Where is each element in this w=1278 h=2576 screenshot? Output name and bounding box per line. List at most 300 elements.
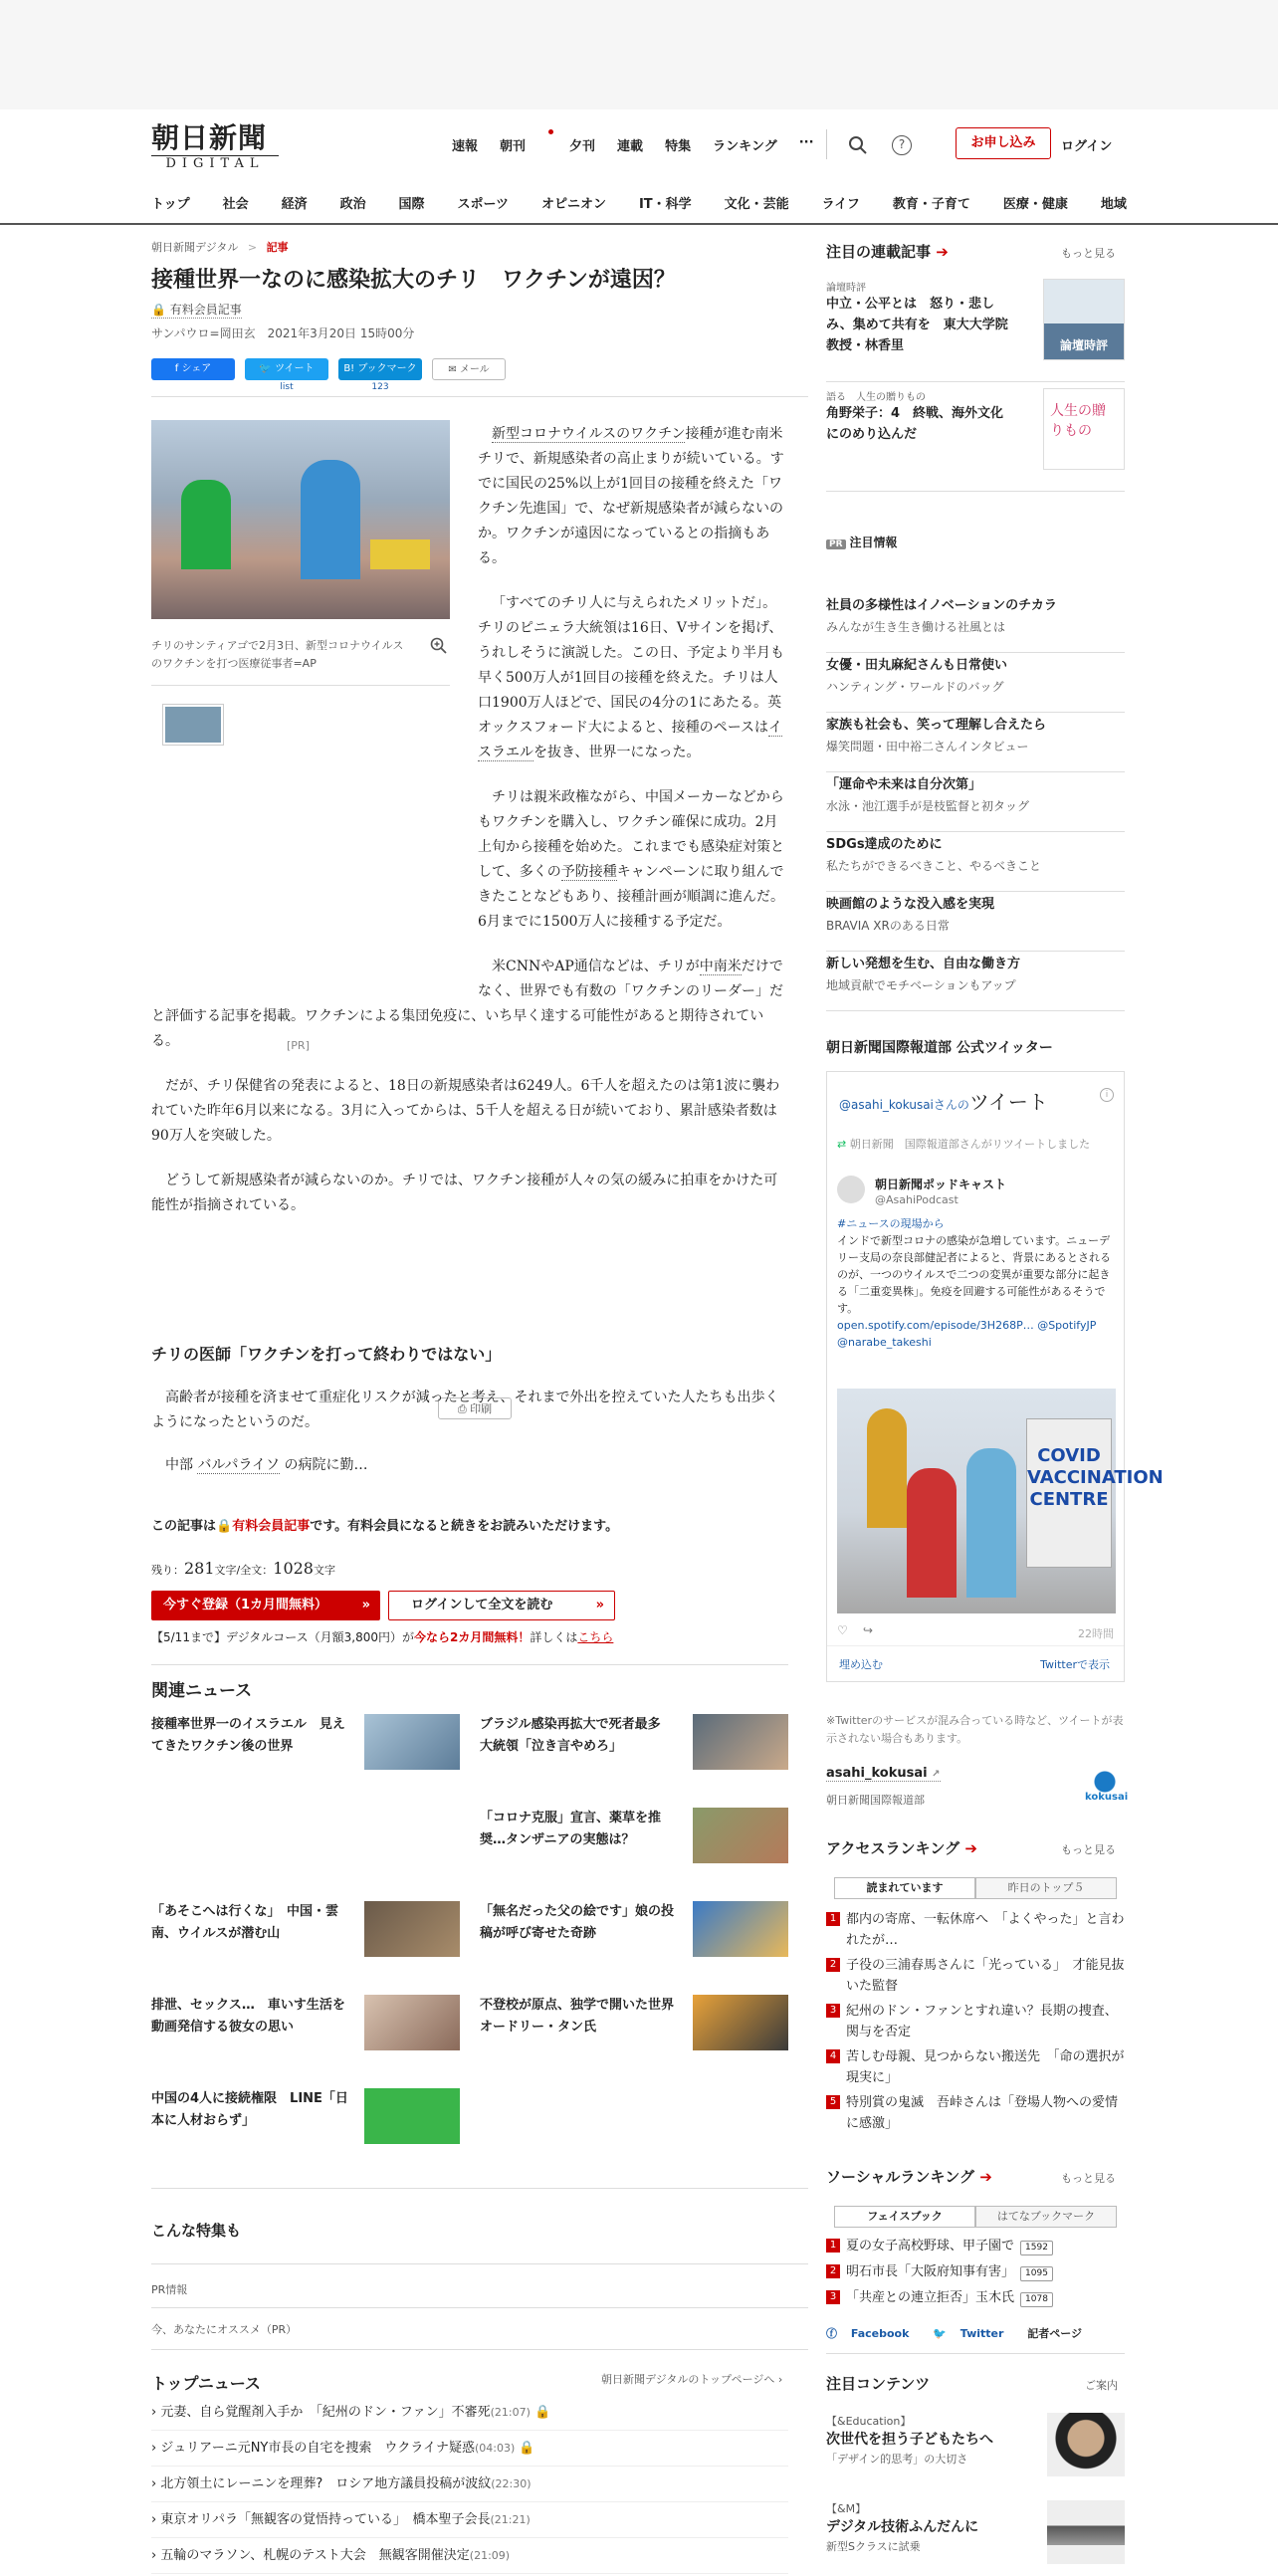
- breadcrumb: [151, 239, 289, 255]
- notice-item[interactable]: [826, 954, 1125, 1011]
- rank-title: 苦しむ母親、見つからない搬送先 「命の選択が現実に」: [846, 2049, 1125, 2085]
- tweet-label: ツイート: [275, 363, 315, 374]
- facebook-icon: f: [174, 363, 182, 374]
- access-heading-label: アクセスランキング: [826, 1839, 960, 1857]
- serial-heading[interactable]: [826, 241, 949, 262]
- top-news-title: 北方領土にレーニンを理葬? ロシア地方議員投稿が波紋: [160, 2476, 492, 2491]
- recommend-label: 今、あなたにオススメ（PR）: [151, 2323, 298, 2336]
- access-more-link[interactable]: もっと見る: [1061, 1843, 1116, 1856]
- breadcrumb-home[interactable]: 朝日新聞デジタル: [151, 241, 239, 254]
- hatena-icon: B!: [343, 363, 358, 374]
- contents-guide-link[interactable]: ご案内: [1085, 2379, 1118, 2392]
- account-name: asahi_kokusai: [826, 1766, 928, 1781]
- notice-item[interactable]: [826, 655, 1125, 713]
- tweet-body: インドで新型コロナの感染が急増しています。ニューデリー支局の奈良部健記者によると、背景にあるとされるのが、一つのウイルスで二つの変異が重要な部分に起きる「二重変異株」。免疫を回避する可能性があるそうです。: [837, 1234, 1111, 1315]
- top-news-item[interactable]: [151, 2538, 788, 2574]
- float-spacer: [151, 422, 478, 993]
- top-nav: [452, 135, 836, 154]
- access-ranking-item[interactable]: [826, 2001, 1125, 2042]
- divider: [151, 1664, 788, 1665]
- top-news-heading: トップニュース: [151, 2374, 261, 2393]
- mail-label: メール: [459, 364, 490, 375]
- share-hatena[interactable]: [338, 358, 422, 392]
- cat-culture[interactable]: 文化・芸能: [724, 197, 789, 212]
- social-ranking-item[interactable]: [826, 2236, 1125, 2256]
- rank-title: 明石市長「大阪府知事有害」: [846, 2264, 1015, 2279]
- print-label: 印刷: [470, 1402, 493, 1415]
- rank-number: 2: [826, 2264, 840, 2278]
- chevron-right-icon: ›: [151, 2512, 161, 2527]
- nav-ranking[interactable]: ランキング: [713, 139, 777, 154]
- line-logo-image: [364, 2088, 460, 2144]
- rank-title: 子役の三浦春馬さんに「光っている」 才能見抜いた監督: [846, 1958, 1125, 1994]
- top-news-item[interactable]: [151, 2502, 788, 2538]
- rank-title: 都内の寄席、一転休席へ 「よくやった」と言われたが…: [846, 1912, 1125, 1948]
- related-item[interactable]: [151, 2088, 460, 2158]
- rank-number: 3: [826, 2290, 840, 2304]
- notice-sub: 爆笑問題・田中裕二さんインタビュー: [826, 740, 1029, 753]
- content-item[interactable]: [826, 2500, 1125, 2576]
- cat-international[interactable]: 国際: [398, 197, 425, 212]
- promo-highlight: 今なら2カ月間無料！: [413, 1630, 531, 1644]
- notice-sub: 私たちができるべきこと、やるべきこと: [826, 859, 1042, 873]
- char-count: [151, 1559, 335, 1578]
- tweet-image[interactable]: [837, 1389, 1164, 1613]
- content-tag: 【&M】: [826, 2502, 867, 2515]
- new-dot: [548, 129, 553, 134]
- content-title: デジタル技術ふんだんに: [826, 2519, 979, 2535]
- serial-image-text: 論壇時評: [1059, 338, 1108, 352]
- pr-badge: PR: [826, 539, 846, 549]
- rank-number: 4: [826, 2049, 840, 2063]
- term-link[interactable]: 新型コロナウイルスのワクチン: [492, 426, 686, 442]
- pr-info: PR情報: [151, 2283, 188, 2296]
- divider: [151, 2349, 808, 2350]
- top-news-time: (21:09): [469, 2549, 511, 2562]
- retweet-line: [837, 1136, 1106, 1154]
- facebook-share-button[interactable]: [151, 358, 235, 380]
- nav-tokushu[interactable]: 特集: [665, 139, 692, 154]
- top-news-item[interactable]: [151, 2431, 788, 2467]
- lock-icon: 🔒: [534, 2405, 551, 2420]
- access-ranking-item[interactable]: [826, 2046, 1125, 2088]
- social-more-link[interactable]: もっと見る: [1061, 2172, 1116, 2185]
- related-title: 接種率世界一のイスラエル 見えてきたワクチン後の世界: [151, 1717, 345, 1754]
- cat-education[interactable]: 教育・子育て: [892, 197, 970, 212]
- cat-opinion[interactable]: オピニオン: [540, 197, 606, 212]
- cat-it-science[interactable]: IT・科学: [638, 197, 692, 212]
- related-image: [364, 1901, 460, 1957]
- lock-icon: 🔒: [216, 1519, 233, 1534]
- breadcrumb-current[interactable]: 記事: [266, 241, 289, 254]
- promo-link[interactable]: こちら: [577, 1630, 614, 1644]
- top-news-time: (22:30): [491, 2477, 532, 2490]
- notice-title: 女優・田丸麻紀さんも日常使い: [826, 658, 1008, 673]
- access-ranking-item[interactable]: [826, 1909, 1125, 1951]
- divider: [151, 2307, 808, 2308]
- tab-hatena[interactable]: はてなブックマーク: [975, 2206, 1117, 2227]
- register-label: 今すぐ登録（1カ月間無料）: [163, 1598, 328, 1612]
- content-image: [1047, 2413, 1125, 2476]
- top-news-item[interactable]: [151, 2395, 788, 2431]
- top-news-item[interactable]: [151, 2467, 788, 2502]
- count-total: 1028: [273, 1559, 314, 1578]
- image-figure: [867, 1408, 907, 1528]
- related-title: 排泄、セックス… 車いす生活を動画発信する彼女の思い: [151, 1998, 345, 2035]
- rank-number: 3: [826, 2004, 840, 2018]
- top-news-time: (21:07): [490, 2406, 531, 2419]
- related-title: ブラジル感染再拡大で死者最多 大統領「泣き言やめろ」: [480, 1717, 674, 1754]
- promo-text: 詳しくは: [530, 1630, 578, 1644]
- related-news-heading: 関連ニュース: [151, 1681, 253, 1701]
- access-tabs: [834, 1877, 1117, 1899]
- term-link[interactable]: 予防接種: [560, 864, 617, 880]
- count-remaining: 281: [184, 1559, 215, 1578]
- logo-subtext: DIGITAL: [151, 155, 279, 172]
- notice-title: 社員の多様性はイノベーションのチカラ: [826, 598, 1057, 613]
- notice-sub: みんなが生き生き働ける社風とは: [826, 620, 1006, 634]
- bookmark-count[interactable]: 123: [371, 382, 389, 392]
- view-on-twitter-link[interactable]: Twitterで表示: [1040, 1658, 1110, 1671]
- subheading: チリの医師「ワクチンを打って終わりではない」: [151, 1345, 502, 1364]
- related-image: [693, 1901, 788, 1957]
- cat-politics[interactable]: 政治: [339, 197, 366, 212]
- share-count: 1078: [1020, 2292, 1053, 2307]
- paragraph-text: だけでなく、世界でも有数の「ワクチンのリーダー」だと評価する記事を掲載。ワクチンによる集団免疫に、いち早く達する可能性があると期待されている。: [151, 959, 784, 1049]
- member-label: 有料会員記事: [169, 303, 242, 317]
- paywall-member-label: 有料会員記事: [232, 1519, 311, 1534]
- notice-sub: 地域貢献でモチベーションもアップ: [826, 978, 1016, 992]
- lock-icon: 🔒: [519, 2441, 535, 2456]
- related-image: [693, 1808, 788, 1863]
- facebook-link[interactable]: [826, 2327, 919, 2340]
- access-ranking-item[interactable]: [826, 2092, 1125, 2134]
- top-news-title: 元妻、自ら覚醒剤入手か 「紀州のドン・ファン」不審死: [160, 2405, 491, 2420]
- social-links: [826, 2325, 1092, 2341]
- rank-title: 紀州のドン・ファンとすれ違い？長期の捜査、関与を否定: [846, 2004, 1118, 2039]
- related-title: 不登校が原点、独学で開いた世界 オードリー・タン氏: [480, 1998, 688, 2035]
- arrow-right-icon: ➔: [964, 1839, 977, 1857]
- tweet-date[interactable]: 22時間: [1078, 1627, 1114, 1640]
- image-figure: [966, 1448, 1016, 1598]
- top-page-link[interactable]: [601, 2371, 782, 2387]
- login-read-button[interactable]: [388, 1591, 615, 1620]
- tweet-link[interactable]: open.spotify.com/episode/3H268P… @SpotifyJP: [837, 1319, 1097, 1332]
- top-page-link-label: 朝日新聞デジタルのトップページへ: [601, 2373, 775, 2386]
- login-read-label: ログインして全文を読む: [411, 1598, 553, 1612]
- notice-heading: [826, 534, 898, 550]
- content-item[interactable]: [826, 2413, 1125, 2488]
- divider: [826, 2353, 1125, 2354]
- reporter-page-link[interactable]: 記者ページ: [1027, 2327, 1083, 2340]
- paywall-text: です。有料会員になると続きをお読みいただけます。: [310, 1519, 619, 1534]
- facebook-link-label: Facebook: [850, 2327, 910, 2340]
- register-button[interactable]: [151, 1591, 380, 1620]
- notice-heading-label: 注目情報: [849, 536, 898, 549]
- content-sub: 新型Sクラスに試乗: [826, 2540, 921, 2553]
- account-sub: 朝日新聞国際報道部: [826, 1794, 925, 1807]
- notice-title: 「運命や未来は自分次第」: [826, 777, 982, 792]
- tweet-button[interactable]: [245, 358, 328, 380]
- logo-text: 朝日新聞: [151, 121, 268, 154]
- related-item[interactable]: [480, 1901, 788, 1971]
- notice-sub: BRAVIA XRのある日常: [826, 919, 950, 933]
- tab-facebook[interactable]: フェイスブック: [834, 2206, 975, 2227]
- paragraph-text: 「すべてのチリ人に与えられたメリットだ」。チリのピニェラ大統領は16日、Vサインを掲げ、うれしそうに演説した。この日、予定より半月も早く500万人が1回目の接種を終えた。チリは人口1900万人ほどで、国民の4分の1にあたる。英オックスフォード大によると、接種のペースは: [478, 595, 784, 736]
- retweet-text: 朝日新聞 国際報道部さんがリツイートしました: [849, 1138, 1091, 1151]
- related-item[interactable]: [480, 1995, 788, 2064]
- divider: [826, 129, 827, 159]
- lock-icon: 🔒: [151, 303, 166, 317]
- top-news-time: (04:03): [474, 2442, 516, 2455]
- serial-tag: 語る 人生の贈りもの: [826, 392, 926, 403]
- related-title: 中国の4人に接続権限 LINE「日本に人材おらず」: [151, 2091, 348, 2128]
- paragraph: [151, 1453, 788, 1478]
- site-header: [0, 109, 1278, 225]
- tweet-label: ツイート: [968, 1090, 1048, 1114]
- twitter-note: ※Twitterのサービスが混み合っている時など、ツイートが表示されない場合もあります。: [826, 1714, 1124, 1745]
- nav-choukan[interactable]: [500, 135, 547, 154]
- pr-label: [PR]: [287, 1039, 310, 1052]
- cat-economy[interactable]: 経済: [281, 197, 308, 212]
- twitter-link-label: Twitter: [959, 2327, 1004, 2340]
- image-figure: [907, 1468, 957, 1598]
- tweet-actions: [837, 1623, 873, 1637]
- related-item[interactable]: [480, 1714, 788, 1784]
- related-title: 「コロナ克服」宣言、薬草を推奨…タンザニアの実態は？: [480, 1811, 662, 1847]
- arrow-right-icon: ➔: [979, 2168, 992, 2186]
- access-ranking-heading[interactable]: [826, 1837, 977, 1858]
- promo-notice: [151, 1628, 613, 1645]
- cat-health[interactable]: 医療・健康: [1002, 197, 1068, 212]
- paywall-text: この記事は: [151, 1519, 217, 1534]
- paragraph-text: 接種が進む南米チリで、新規感染者の高止まりが続いている。すでに国民の25%以上が1回目の接種を終えた「ワクチン先進国」で、なぜ新規感染者が減らないのか。ワクチンが遠因になっているとの指摘もある。: [478, 426, 784, 566]
- related-item[interactable]: [151, 1901, 460, 1971]
- rank-title: 夏の女子高校野球、甲子園で: [846, 2239, 1015, 2254]
- article-title: 接種世界一なのに感染拡大のチリ ワクチンが遠因？: [151, 268, 676, 293]
- paragraph-text: チリは親米政権ながら、中国メーカーなどからもワクチンを購入し、ワクチン確保に成功。2月上旬から接種を始めた。これまでも感染症対策として、多くの: [478, 789, 784, 880]
- top-news-time: (21:21): [490, 2513, 531, 2526]
- paragraph-text: 米CNNやAP通信などは、チリが: [492, 959, 700, 974]
- member-badge[interactable]: [151, 301, 242, 319]
- term-link[interactable]: バルパライソ: [197, 1457, 281, 1473]
- feature-heading: こんな特集も: [151, 2222, 242, 2240]
- byline: サンパウロ=岡田玄 2021年3月20日 15時00分: [151, 326, 415, 340]
- serial-item[interactable]: [826, 279, 1125, 382]
- notice-item[interactable]: [826, 894, 1125, 952]
- share-count: 1592: [1020, 2241, 1053, 2255]
- facebook-icon: ⓕ: [826, 2327, 841, 2340]
- twitter-icon: 🐦: [933, 2327, 951, 2340]
- share-icon[interactable]: ↪: [863, 1623, 874, 1637]
- chevron-right-icon: ›: [151, 2441, 161, 2456]
- site-logo[interactable]: [151, 123, 279, 172]
- more-menu[interactable]: ···: [798, 135, 814, 150]
- nav-rensai[interactable]: 連載: [617, 139, 644, 154]
- paragraph-text: を抜き、世界一になった。: [533, 745, 701, 760]
- rank-number: 5: [826, 2095, 840, 2109]
- content-image: [1047, 2500, 1125, 2564]
- social-tabs: [834, 2206, 1117, 2228]
- serial-image: [1043, 279, 1125, 360]
- social-heading-label: ソーシャルランキング: [826, 2168, 974, 2186]
- nav-yukan[interactable]: 夕刊: [569, 139, 596, 154]
- tweet-count[interactable]: list: [280, 382, 294, 392]
- nav-sokuho[interactable]: 速報: [452, 139, 479, 154]
- notice-item[interactable]: [826, 834, 1125, 892]
- rank-title: 「共産との連立拒否」玉木氏: [846, 2290, 1015, 2305]
- chevron-right-icon: ›: [151, 2476, 161, 2491]
- kokusai-logo[interactable]: kokusai: [1085, 1770, 1125, 1810]
- cat-local[interactable]: 地域: [1100, 197, 1127, 212]
- count-label: 文字: [313, 1564, 335, 1577]
- twitter-footer: [827, 1645, 1124, 1681]
- tab-yesterday-top5[interactable]: 昨日のトップ５: [975, 1877, 1117, 1898]
- tweet-author[interactable]: 朝日新聞ポッドキャスト: [875, 1178, 1007, 1191]
- notice-title: SDGs達成のために: [826, 837, 943, 852]
- tab-most-read[interactable]: 読まれています: [834, 1877, 975, 1898]
- rank-number: 1: [826, 2239, 840, 2253]
- ad-band: [0, 0, 1278, 109]
- related-image: [693, 1714, 788, 1770]
- twitter-embed: [826, 1071, 1164, 1682]
- paywall-notice: [151, 1515, 618, 1534]
- tweet-hashtag[interactable]: #ニュースの現場から: [837, 1217, 945, 1230]
- avatar[interactable]: [837, 1176, 865, 1203]
- category-nav: [151, 193, 1127, 212]
- term-link[interactable]: 中南米: [699, 959, 742, 974]
- rank-number: 2: [826, 1958, 840, 1972]
- paragraph-text: の病院に勤…: [284, 1457, 368, 1473]
- notice-title: 映画館のような没入感を実現: [826, 897, 995, 912]
- tweet-mention[interactable]: @narabe_takeshi: [837, 1336, 932, 1349]
- article-body-continued: [151, 1386, 788, 1496]
- bookmark-label: ブックマーク: [357, 363, 417, 374]
- embed-link[interactable]: 埋め込む: [839, 1658, 883, 1671]
- mail-icon: ✉: [448, 364, 460, 375]
- count-label: 文字/全文：: [214, 1564, 274, 1577]
- divider: [151, 396, 808, 397]
- twitter-icon: 🐦: [259, 363, 276, 374]
- access-ranking-item[interactable]: [826, 1955, 1125, 1997]
- cat-top[interactable]: トップ: [151, 197, 190, 212]
- paragraph-text: キャンペーンに取り組んできたことなどもあり、接種計画が順調に進んだ。6月までに1500万人に接種する予定だ。: [478, 864, 784, 930]
- contents-heading: 注目コンテンツ: [826, 2375, 931, 2393]
- term-link[interactable]: イスラエル: [478, 720, 783, 760]
- top-news-title: 五輪のマラソン、札幌のテスト大会 無観客開催決定: [160, 2548, 470, 2563]
- heart-icon[interactable]: ♡: [837, 1623, 848, 1637]
- share-count: 1095: [1020, 2266, 1053, 2281]
- tweet-text: [837, 1215, 1116, 1351]
- related-image: [693, 1995, 788, 2050]
- related-title: 「無名だった父の絵です」娘の投稿が呼び寄せた奇跡: [480, 1904, 675, 1941]
- content-title: 次世代を担う子どもたちへ: [826, 2432, 993, 2448]
- serial-item[interactable]: [826, 388, 1125, 492]
- tweet-author-handle[interactable]: @AsahiPodcast: [875, 1193, 958, 1206]
- twitter-timeline-header[interactable]: [839, 1086, 1048, 1115]
- social-ranking-item[interactable]: [826, 2261, 1125, 2282]
- cat-society[interactable]: 社会: [222, 197, 249, 212]
- arrow-right-icon: ➔: [936, 243, 949, 261]
- count-label: 残り：: [151, 1564, 184, 1577]
- content-sub: 「デザイン的思考」の大切さ: [826, 2453, 968, 2466]
- mail-button[interactable]: [432, 358, 506, 380]
- bookmark-button[interactable]: [338, 358, 422, 380]
- top-news-title: 東京オリパラ「無観客の覚悟持っている」 橋本聖子会長: [160, 2512, 491, 2527]
- cat-sports[interactable]: スポーツ: [457, 197, 510, 212]
- share-facebook[interactable]: [151, 358, 235, 392]
- article-body: [151, 422, 788, 1238]
- serial-more-link[interactable]: もっと見る: [1061, 247, 1116, 260]
- top-news-title: ジュリアーニ元NY市長の自宅を捜索 ウクライナ疑惑: [160, 2441, 475, 2456]
- apply-button[interactable]: お申し込み: [956, 127, 1051, 159]
- paragraph: だが、チリ保健省の発表によると、18日の新規感染者は6249人。6千人を超えたのは第1波に襲われていた昨年6月以来になる。3月に入ってからは、5千人を超える日が続いており、累計感染者数は90万人を突破した。: [151, 1078, 780, 1144]
- double-chevron-icon: »: [595, 1598, 604, 1612]
- social-ranking-heading[interactable]: [826, 2166, 992, 2187]
- cat-life[interactable]: ライフ: [821, 197, 860, 212]
- notice-item[interactable]: [826, 774, 1125, 832]
- social-ranking-item[interactable]: [826, 2287, 1125, 2308]
- notice-item[interactable]: [826, 715, 1125, 772]
- search-icon[interactable]: [848, 135, 868, 155]
- related-item[interactable]: [151, 1714, 460, 1784]
- paragraph: 高齢者が接種を済ませて重症化リスクが減ったと考え、それまで外出を控えていた人たちも出歩くようになったというのだ。: [151, 1390, 779, 1430]
- related-image: [364, 1995, 460, 2050]
- account-link[interactable]: [826, 1766, 941, 1782]
- serial-image-text: 人生の贈りもの: [1050, 403, 1106, 439]
- serial-image: [1043, 388, 1125, 470]
- image-sign-text: COVID VACCINATION CENTRE: [1027, 1445, 1164, 1510]
- external-link-icon: ↗: [932, 1769, 941, 1780]
- related-item[interactable]: [151, 1995, 460, 2064]
- chevron-right-icon: ›: [151, 2405, 161, 2420]
- serial-title: 角野栄子：4 終戦、海外文化にのめり込んだ: [826, 406, 1004, 442]
- serial-title: 中立・公平とは 怒り・悲しみ、集めて共有を 東大大学院教授・林香里: [826, 297, 1008, 353]
- photo-caption: チリのサンティアゴで2月3日、新型コロナウイルスのワクチンを打つ医療従事者=AP: [151, 639, 404, 670]
- rank-title: 特別賞の鬼滅 吾峠さんは「登場人物への愛情に感激」: [846, 2095, 1119, 2131]
- chevron-right-icon: >: [247, 241, 258, 254]
- serial-heading-label: 注目の連載記事: [826, 243, 932, 261]
- serial-tag: 論壇時評: [826, 283, 866, 294]
- twitter-link[interactable]: [933, 2327, 1013, 2340]
- related-title: 「あそこへは行くな」 中国・雲南、ウイルスが潜む山: [151, 1904, 338, 1941]
- twitter-heading: 朝日新聞国際報道部 公式ツイッター: [826, 1040, 1053, 1056]
- notice-sub: ハンティング・ワールドのバッグ: [826, 680, 1004, 694]
- nav-choukan-label: 朝刊: [500, 139, 527, 154]
- notice-title: 家族も社会も、笑って理解し合えたら: [826, 718, 1047, 733]
- help-icon[interactable]: ?: [892, 135, 912, 155]
- divider: [151, 2263, 808, 2264]
- rank-number: 1: [826, 1912, 840, 1926]
- print-icon: ⎙: [457, 1402, 471, 1415]
- notice-title: 新しい発想を生む、自由な働き方: [826, 957, 1021, 971]
- chevron-right-icon: ›: [151, 2548, 161, 2563]
- notice-item[interactable]: [826, 595, 1125, 653]
- retweet-icon: ⇄: [837, 1138, 850, 1151]
- notice-sub: 水泳・池江選手が是枝監督と初タッグ: [826, 799, 1030, 813]
- content-tag: 【&Education】: [826, 2415, 912, 2428]
- promo-text: 【5/11まで】デジタルコース（月額3,800円）が: [151, 1630, 414, 1644]
- related-item[interactable]: [480, 1808, 788, 1877]
- share-twitter[interactable]: [245, 358, 328, 392]
- paragraph: どうして新規感染者が減らないのか。チリでは、ワクチン接種が人々の気の緩みに拍車をかけた可能性が指摘されている。: [151, 1173, 778, 1213]
- login-link[interactable]: ログイン: [1061, 139, 1113, 154]
- image-sign: [1026, 1418, 1164, 1568]
- paragraph-text: 中部: [165, 1457, 193, 1473]
- info-icon[interactable]: i: [1100, 1088, 1114, 1102]
- divider: [151, 2188, 808, 2189]
- twitter-handle-label: @asahi_kokusaiさんの: [839, 1098, 969, 1112]
